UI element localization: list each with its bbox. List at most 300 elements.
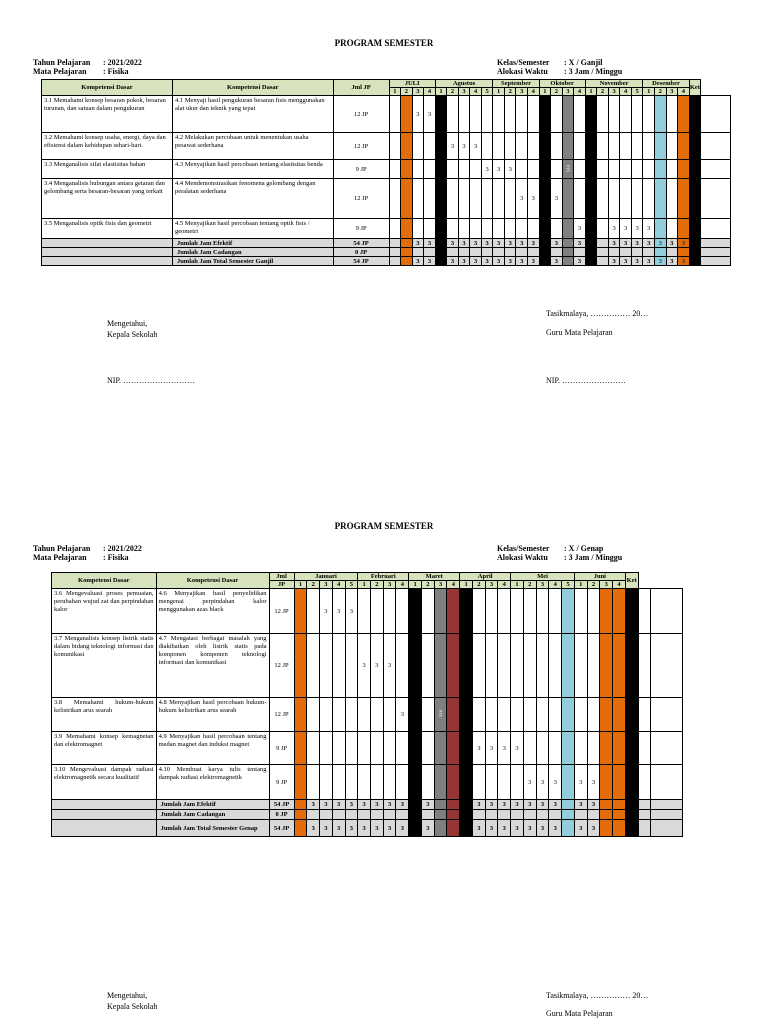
summary-week-cell: 3 <box>307 820 320 837</box>
summary-week-cell: 3 <box>485 800 498 810</box>
ket-cell <box>651 698 683 732</box>
summary-week-cell: 3 <box>412 239 424 248</box>
summary-week-cell <box>562 820 575 837</box>
month-header: Oktober <box>539 80 585 88</box>
mengetahui-text: Mengetahui, <box>107 319 148 328</box>
summary-week-cell <box>294 810 307 820</box>
summary-week-cell: 3 <box>458 239 470 248</box>
week-cell: 3 <box>523 765 536 800</box>
week-cell <box>587 732 600 765</box>
summary-week-cell: 3 <box>631 257 643 266</box>
week-cell <box>574 96 586 133</box>
summary-week-cell: 3 <box>528 239 540 248</box>
kelas-label: Kelas/Semester <box>497 58 550 67</box>
summary-week-cell: 3 <box>412 257 424 266</box>
header-jml: Jml <box>269 573 294 581</box>
week-cell <box>597 160 609 179</box>
header-ket: Ket <box>689 80 701 96</box>
week-cell: 3 <box>643 219 655 239</box>
meta-left-genap <box>33 544 142 562</box>
summary-row <box>52 800 683 810</box>
summary-week-cell: 3 <box>422 820 435 837</box>
month-header: Juni <box>574 573 625 581</box>
week-cell <box>412 133 424 160</box>
week-cell <box>493 133 505 160</box>
week-cell <box>597 179 609 219</box>
week-cell <box>460 732 473 765</box>
week-cell: 3 <box>498 732 511 765</box>
week-cell <box>643 160 655 179</box>
summary-week-cell <box>536 810 549 820</box>
summary-week-cell <box>613 820 626 837</box>
week-cell <box>516 96 528 133</box>
week-cell: 3 <box>383 634 396 698</box>
schedule-table-ganjil <box>41 79 731 266</box>
week-cell <box>562 133 574 160</box>
week-cell: 3 <box>358 634 371 698</box>
week-cell <box>654 219 666 239</box>
week-cell <box>562 160 574 179</box>
week-cell <box>666 219 678 239</box>
week-cell <box>422 765 435 800</box>
week-cell <box>689 219 701 239</box>
summary-week-cell <box>574 248 586 257</box>
header-jp: JP <box>269 581 294 589</box>
week-number: 1 <box>435 88 447 96</box>
summary-week-cell: 3 <box>332 820 345 837</box>
table-row <box>52 634 683 698</box>
week-cell: 3 <box>409 698 422 732</box>
meta-right-genap <box>497 544 622 562</box>
week-cell <box>549 732 562 765</box>
week-cell <box>539 133 551 160</box>
week-cell <box>678 160 690 179</box>
week-number: 2 <box>587 581 600 589</box>
week-cell <box>396 765 409 800</box>
week-cell <box>401 96 413 133</box>
week-cell: 3 <box>516 179 528 219</box>
table-row <box>42 219 731 239</box>
kelas-label: Kelas/Semester <box>497 544 550 553</box>
summary-week-cell: 3 <box>320 800 333 810</box>
summary-week-cell <box>523 810 536 820</box>
week-cell: 3 <box>424 96 436 133</box>
summary-week-cell: 3 <box>498 820 511 837</box>
kd-knowledge: 3.5 Menganalisis optik fisis dan geometri <box>42 219 173 239</box>
week-cell <box>481 96 493 133</box>
summary-row <box>42 248 731 257</box>
week-cell <box>409 634 422 698</box>
week-cell <box>539 219 551 239</box>
week-number: 3 <box>666 88 678 96</box>
week-cell <box>638 634 651 698</box>
mapel-label: Mata Pelajaran <box>33 67 87 76</box>
summary-week-cell: 3 <box>358 800 371 810</box>
week-cell <box>528 160 540 179</box>
summary-week-cell <box>435 248 447 257</box>
week-cell <box>689 133 701 160</box>
week-cell <box>498 589 511 634</box>
week-number: 3 <box>458 88 470 96</box>
kd-skill: 4.7 Mengatasi berbagai masalah yang diakibatkan oleh listrik statis pada komponen komponen teknologi informasi dan komunikasi <box>156 634 269 698</box>
week-cell <box>493 179 505 219</box>
week-cell <box>434 765 447 800</box>
week-cell <box>504 133 516 160</box>
summary-week-cell <box>654 248 666 257</box>
kd-skill: 4.1 Menyaji hasil pengukuran besaran fisis menggunakan alat ukur dan teknik yang tepat <box>172 96 333 133</box>
summary-week-cell <box>600 800 613 810</box>
week-cell <box>536 589 549 634</box>
kd-skill: 4.6 Menyajikan hasil penyelidikan mengenai perpindahan kalor menggunakan azas black <box>156 589 269 634</box>
week-cell <box>383 698 396 732</box>
week-cell <box>460 634 473 698</box>
summary-week-cell: 3 <box>678 257 690 266</box>
week-cell <box>498 698 511 732</box>
summary-week-cell: 3 <box>620 257 632 266</box>
week-cell <box>549 634 562 698</box>
week-cell <box>412 219 424 239</box>
summary-week-cell: 3 <box>458 257 470 266</box>
week-cell <box>472 634 485 698</box>
week-cell <box>371 589 384 634</box>
week-cell <box>307 732 320 765</box>
week-cell <box>678 179 690 219</box>
week-cell: 3 <box>574 219 586 239</box>
table-row <box>42 133 731 160</box>
week-cell <box>307 765 320 800</box>
week-number: 1 <box>539 88 551 96</box>
week-cell <box>434 589 447 634</box>
summary-week-cell: 3 <box>396 820 409 837</box>
week-cell <box>401 179 413 219</box>
week-number: 1 <box>409 581 422 589</box>
month-header: September <box>493 80 539 88</box>
ket-cell <box>701 219 731 239</box>
meta-left-ganjil <box>33 58 142 76</box>
week-number: 3 <box>608 88 620 96</box>
kd-knowledge: 3.4 Menganalisis hubungan antara getaran dan gelombang serta besaran-besaran yang terkait <box>42 179 173 219</box>
summary-week-cell: 3 <box>574 820 587 837</box>
summary-week-cell <box>585 248 597 257</box>
week-cell <box>409 732 422 765</box>
week-cell <box>613 698 626 732</box>
summary-week-cell: 3 <box>523 800 536 810</box>
week-cell: 3 <box>447 133 459 160</box>
week-cell <box>562 219 574 239</box>
week-cell <box>493 96 505 133</box>
header-row-months <box>42 80 731 88</box>
week-cell <box>631 160 643 179</box>
summary-week-cell <box>516 248 528 257</box>
week-cell <box>625 589 638 634</box>
week-cell <box>389 219 401 239</box>
week-number: 3 <box>320 581 333 589</box>
week-cell <box>666 179 678 219</box>
week-number: 3 <box>383 581 396 589</box>
week-cell <box>562 96 574 133</box>
signature-left-genap <box>107 990 157 1012</box>
jml-jp: 12 JP <box>269 698 294 732</box>
ket-cell <box>701 133 731 160</box>
summary-label: Jumlah Jam Cadangan <box>156 810 269 820</box>
week-cell <box>678 219 690 239</box>
week-cell <box>307 634 320 698</box>
week-cell <box>422 589 435 634</box>
week-cell <box>401 160 413 179</box>
jml-jp: 9 JP <box>269 765 294 800</box>
month-header: Mei <box>511 573 575 581</box>
week-cell <box>551 219 563 239</box>
summary-week-cell <box>409 820 422 837</box>
summary-week-cell <box>409 800 422 810</box>
week-cell <box>608 160 620 179</box>
week-cell <box>307 698 320 732</box>
table-row <box>42 160 731 179</box>
summary-week-cell <box>613 810 626 820</box>
summary-week-cell <box>562 248 574 257</box>
summary-jp: 54 JP <box>269 820 294 837</box>
summary-week-cell <box>434 820 447 837</box>
summary-week-cell <box>638 820 651 837</box>
week-number: 2 <box>597 88 609 96</box>
week-cell <box>643 179 655 219</box>
guru-text: Guru Mata Pelajaran <box>546 328 613 337</box>
header-ket: Ket <box>625 573 638 589</box>
summary-week-cell: 3 <box>470 257 482 266</box>
week-number: 3 <box>485 581 498 589</box>
summary-week-cell: 3 <box>493 257 505 266</box>
summary-week-cell: 3 <box>549 800 562 810</box>
week-cell <box>585 133 597 160</box>
summary-week-cell: 3 <box>608 239 620 248</box>
kd-skill: 4.3 Menyajikan hasil percobaan tentang elastisitas benda <box>172 160 333 179</box>
week-cell <box>643 133 655 160</box>
week-cell <box>435 96 447 133</box>
week-cell <box>523 698 536 732</box>
week-cell <box>536 634 549 698</box>
week-cell <box>472 765 485 800</box>
tempat-tanggal: Tasikmalaya, …………… 20… <box>546 991 649 1000</box>
jml-jp: 12 JP <box>333 179 389 219</box>
summary-week-cell: 3 <box>643 257 655 266</box>
summary-week-cell: 3 <box>536 800 549 810</box>
kd-knowledge: 3.2 Memahami konsep usaha, energi, daya dan efisiensi dalam kehidupan sehari-hari. <box>42 133 173 160</box>
summary-jp: 54 JP <box>269 800 294 810</box>
kd-skill: 4.9 Menyajikan hasil percobaan tentang medan magnet dan induksi magnet <box>156 732 269 765</box>
week-cell <box>409 765 422 800</box>
week-cell: 3 <box>332 589 345 634</box>
week-cell <box>460 589 473 634</box>
summary-week-cell: 3 <box>422 800 435 810</box>
kd-knowledge: 3.3 Menganalisis sifat elastisitas bahan <box>42 160 173 179</box>
summary-week-cell: 3 <box>678 239 690 248</box>
summary-week-cell <box>625 800 638 810</box>
summary-week-cell <box>689 239 701 248</box>
week-cell <box>654 96 666 133</box>
week-cell <box>498 634 511 698</box>
summary-week-cell <box>539 239 551 248</box>
week-cell <box>528 133 540 160</box>
summary-week-cell <box>307 810 320 820</box>
week-number: 4 <box>528 88 540 96</box>
signature-left-ganjil <box>107 318 157 340</box>
week-cell <box>666 133 678 160</box>
summary-week-cell <box>485 810 498 820</box>
summary-week-cell: 3 <box>504 257 516 266</box>
summary-week-cell: 3 <box>472 800 485 810</box>
week-cell <box>523 732 536 765</box>
week-cell <box>523 589 536 634</box>
summary-label: Jumlah Jam Total Semester Ganjil <box>172 257 333 266</box>
week-cell: 3 <box>587 765 600 800</box>
summary-week-cell: 3 <box>666 239 678 248</box>
week-cell <box>434 634 447 698</box>
week-cell <box>498 765 511 800</box>
alokasi-value: : 3 Jam / Minggu <box>564 67 623 76</box>
kepala-sekolah-text: Kepala Sekolah <box>107 1002 158 1011</box>
summary-ket <box>651 800 683 810</box>
week-cell <box>389 96 401 133</box>
week-cell <box>294 589 307 634</box>
week-cell <box>422 634 435 698</box>
week-cell: 3 <box>539 179 551 219</box>
week-number: 4 <box>424 88 436 96</box>
kd-knowledge: 3.9 Memahami konsep kemagnetan dan elektromagnet <box>52 732 157 765</box>
week-cell <box>551 133 563 160</box>
header-row-months <box>52 573 683 581</box>
week-number: 4 <box>620 88 632 96</box>
week-cell <box>551 96 563 133</box>
summary-week-cell <box>539 248 551 257</box>
header-kd1: Kompetensi Dasar <box>42 80 173 96</box>
summary-week-cell <box>528 248 540 257</box>
tahun-value: : 2021/2022 <box>103 544 142 553</box>
week-number: 1 <box>358 581 371 589</box>
summary-week-cell <box>625 820 638 837</box>
week-cell <box>472 589 485 634</box>
summary-week-cell <box>294 800 307 810</box>
week-cell <box>536 732 549 765</box>
table-row <box>42 179 731 219</box>
week-cell <box>470 96 482 133</box>
week-number: 1 <box>643 88 655 96</box>
jml-jp: 9 JP <box>333 160 389 179</box>
kd-skill: 4.4 Mendemonstrasikan fenomena gelombang dengan peralatan sederhana <box>172 179 333 219</box>
summary-week-cell: 3 <box>460 800 473 810</box>
week-cell <box>620 133 632 160</box>
week-cell <box>332 765 345 800</box>
week-cell <box>654 133 666 160</box>
week-cell <box>458 96 470 133</box>
week-number: 2 <box>447 88 459 96</box>
week-cell <box>294 732 307 765</box>
summary-label: Jumlah Jam Efektif <box>156 800 269 810</box>
week-number: 2 <box>472 581 485 589</box>
week-cell <box>549 698 562 732</box>
summary-week-cell: 3 <box>654 239 666 248</box>
week-cell: 3 <box>493 160 505 179</box>
week-cell <box>472 698 485 732</box>
week-cell <box>485 698 498 732</box>
week-cell <box>383 765 396 800</box>
tahun-value: : 2021/2022 <box>103 58 142 67</box>
summary-week-cell <box>562 810 575 820</box>
week-cell <box>458 219 470 239</box>
summary-jp: 54 JP <box>333 239 389 248</box>
summary-jp: 0 JP <box>333 248 389 257</box>
week-cell <box>447 698 460 732</box>
kd-knowledge: 3.10 Mengevaluasi dampak radiasi elektromagnetik secara kualitatif <box>52 765 157 800</box>
week-number: 4 <box>498 581 511 589</box>
summary-week-cell <box>600 810 613 820</box>
summary-week-cell <box>498 810 511 820</box>
summary-week-cell: 3 <box>481 257 493 266</box>
week-cell <box>597 96 609 133</box>
summary-week-cell <box>447 800 460 810</box>
week-cell: 3 <box>371 634 384 698</box>
header-jml-jp: Jml JP <box>333 80 389 96</box>
summary-week-cell: 3 <box>345 820 358 837</box>
week-cell <box>631 133 643 160</box>
summary-week-cell <box>435 257 447 266</box>
summary-week-cell: 3 <box>481 239 493 248</box>
summary-row <box>52 820 683 837</box>
summary-week-cell: 3 <box>332 800 345 810</box>
week-number: 2 <box>504 88 516 96</box>
summary-week-cell <box>447 810 460 820</box>
summary-jp: 54 JP <box>333 257 389 266</box>
week-cell <box>528 219 540 239</box>
week-cell <box>434 698 447 732</box>
week-cell <box>383 732 396 765</box>
week-cell <box>654 160 666 179</box>
summary-blank <box>52 810 157 820</box>
week-number: 1 <box>585 88 597 96</box>
summary-week-cell: 3 <box>307 800 320 810</box>
summary-ket <box>701 257 731 266</box>
week-cell <box>409 589 422 634</box>
summary-week-cell: 3 <box>528 257 540 266</box>
week-cell <box>511 634 524 698</box>
week-cell: 3 <box>396 698 409 732</box>
summary-week-cell <box>481 248 493 257</box>
summary-week-cell <box>562 257 574 266</box>
week-cell <box>401 219 413 239</box>
summary-week-cell <box>472 810 485 820</box>
summary-week-cell <box>389 248 401 257</box>
week-cell <box>485 589 498 634</box>
week-cell <box>585 96 597 133</box>
week-cell <box>562 765 575 800</box>
summary-week-cell: 3 <box>371 800 384 810</box>
week-cell <box>481 179 493 219</box>
week-cell <box>689 96 701 133</box>
week-cell: 3 <box>585 219 597 239</box>
week-cell <box>678 133 690 160</box>
week-cell: 3 <box>631 219 643 239</box>
week-cell <box>638 589 651 634</box>
week-cell <box>638 732 651 765</box>
week-cell <box>481 133 493 160</box>
alokasi-value: : 3 Jam / Minggu <box>564 553 623 562</box>
week-cell <box>447 179 459 219</box>
summary-week-cell <box>320 810 333 820</box>
week-cell <box>689 179 701 219</box>
week-cell <box>412 160 424 179</box>
week-cell <box>294 634 307 698</box>
week-cell: 3 <box>536 765 549 800</box>
summary-week-cell <box>597 248 609 257</box>
